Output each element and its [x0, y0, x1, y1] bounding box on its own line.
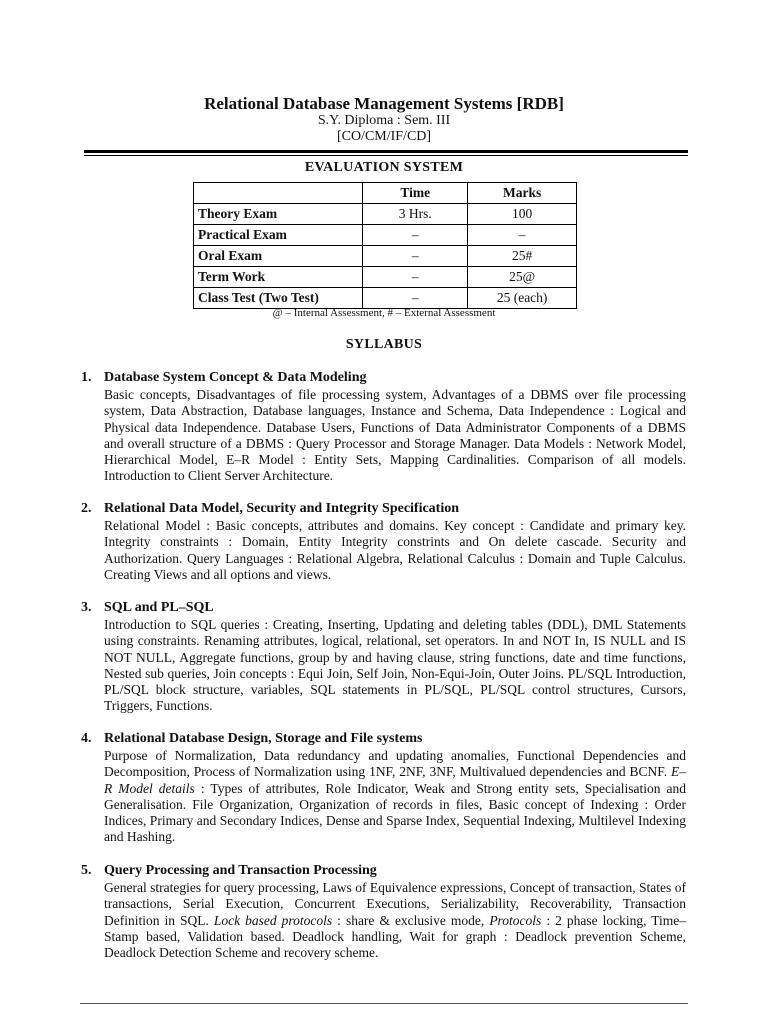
section-body: Relational Model : Basic concepts, attributes and domains. Key concept : Candidate and primary key. Integrity constraints : Domain, Entity Integrity constrints and On delete cascade. Security and Authorization. Query Languages : Relational Algebra, Relational Calculus : Domain and Tuple Calculus. Creating Views and all options and views. [104, 518, 686, 582]
table-row [194, 288, 577, 309]
header-divider-thick [84, 150, 688, 153]
evaluation-heading: EVALUATION SYSTEM [304, 160, 464, 175]
table-row [194, 267, 577, 288]
row-label: Theory Exam [194, 204, 363, 225]
body-text: : Types of attributes, Role Indicator, Weak and Strong entity sets, Specialisation and Generalisation. File Organization, Organization of records in files, Basic concept of Indexing : Order Indices, Primary and Secondary Indices, Dense and Sparse Index, Sequential Indexing, Multilevel Indexing and Hashing. [104, 780, 686, 845]
evaluation-table [193, 182, 577, 309]
row-time: – [363, 267, 468, 288]
table-row [194, 225, 577, 246]
body-text: General strategies for query processing, Laws of Equivalence expressions, Concept of transaction, States of transactions, Serial Execution, Concurrent Executions, Serializability, Recoverability, Transaction Definition in SQL. [104, 880, 686, 928]
section-body [104, 880, 686, 961]
row-label: Oral Exam [194, 246, 363, 267]
body-text-italic: Protocols [489, 912, 542, 928]
row-time: 3 Hrs. [363, 204, 468, 225]
column-header-marks: Marks [468, 183, 577, 204]
section-title: Relational Database Design, Storage and File systems [104, 731, 423, 746]
row-marks: 25@ [468, 267, 577, 288]
row-label: Term Work [194, 267, 363, 288]
course-level: S.Y. Diploma : Sem. III [317, 113, 451, 128]
body-text: : share & exclusive mode, [332, 912, 490, 928]
row-label: Practical Exam [194, 225, 363, 246]
body-text-italic: Lock based protocols [213, 912, 333, 928]
course-branches: [CO/CM/IF/CD] [336, 129, 432, 144]
section-title: Database System Concept & Data Modeling [104, 370, 367, 385]
section-title: SQL and PL–SQL [104, 600, 214, 615]
syllabus-heading: SYLLABUS [345, 337, 423, 352]
row-marks: 25# [468, 246, 577, 267]
row-time: – [363, 288, 468, 309]
section-title: Query Processing and Transaction Processing [104, 863, 377, 878]
section-number: 1. [81, 370, 92, 385]
document-title: Relational Database Management Systems [RDB] [204, 94, 564, 113]
row-marks: 25 (each) [468, 288, 577, 309]
table-row [194, 204, 577, 225]
section-title: Relational Data Model, Security and Integrity Specification [104, 501, 460, 516]
assessment-legend: @ – Internal Assessment, # – External Assessment [272, 307, 496, 319]
table-header-row [194, 183, 577, 204]
section-body: Basic concepts, Disadvantages of file processing system, Advantages of a DBMS over file processing system, Data Abstraction, Database languages, Instance and Schema, Data Independence : Logical and Physical data Independence. Database Users, Functions of Data Administrator Components of a DBMS and overall structure of a DBMS : Query Processor and Storage Manager. Data Models : Network Model, Hierarchical Model, E–R Model : Entity Sets, Mapping Cardinalities. Comparison of all models. Introduction to Client Server Architecture. [104, 387, 686, 484]
body-text-italic: E–R Model details [104, 764, 686, 796]
row-label: Class Test (Two Test) [194, 288, 363, 309]
header-divider-thin [84, 155, 688, 156]
row-time: – [363, 225, 468, 246]
section-body: Introduction to SQL queries : Creating, Inserting, Updating and deleting tables (DDL), DML Statements using constraints. Renaming attributes, logical, relational, set operators. In and NOT In, IS NULL and IS NOT NULL, Aggregate functions, group by and having clause, string functions, date and time functions, Nested sub queries, Join concepts : Equi Join, Self Join, Non-Equi-Join, Outer Joins. PL/SQL Introduction, PL/SQL block structure, variables, SQL statements in PL/SQL, PL/SQL control structures, Cursors, Triggers, Functions. [104, 617, 686, 714]
section-number: 4. [81, 731, 92, 746]
column-header-time: Time [363, 183, 468, 204]
table-row [194, 246, 577, 267]
row-marks: 100 [468, 204, 577, 225]
section-number: 5. [81, 863, 92, 878]
section-body [104, 748, 686, 846]
row-marks: – [468, 225, 577, 246]
section-number: 3. [81, 600, 92, 615]
section-number: 2. [81, 501, 92, 516]
body-text: Purpose of Normalization, Data redundancy and updating anomalies, Functional Dependencies and Decomposition, Process of Normalization using 1NF, 2NF, 3NF, Multivalued dependencies and BCNF. [104, 748, 686, 780]
body-text: : 2 phase locking, Time–Stamp based, Validation based. Deadlock handling, Wait for graph : Deadlock prevention Scheme, Deadlock Detection Scheme and recovery scheme. [104, 912, 686, 961]
column-header [194, 183, 363, 204]
row-time: – [363, 246, 468, 267]
footer-divider [80, 1003, 688, 1004]
